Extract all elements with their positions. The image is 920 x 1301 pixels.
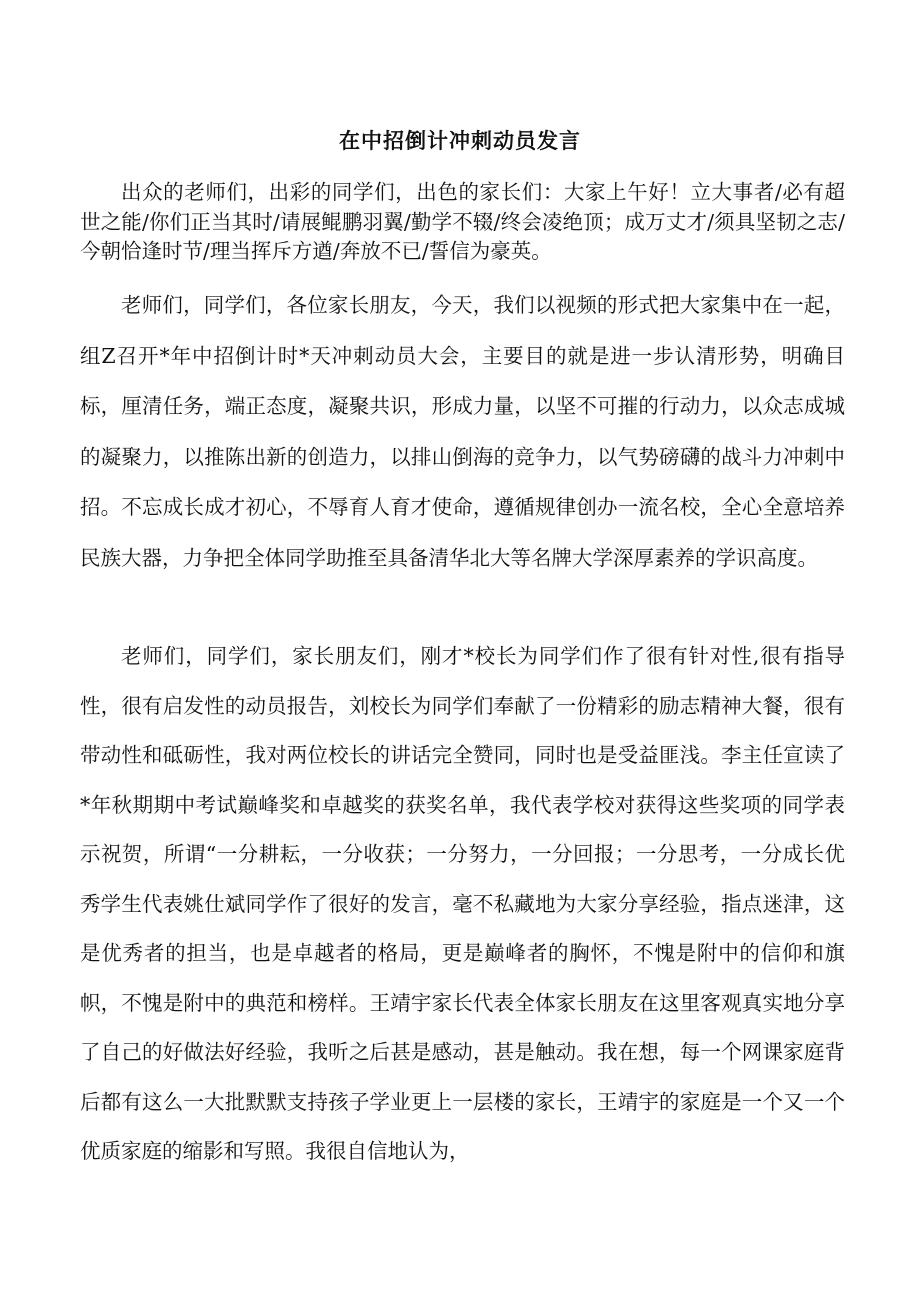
paragraph-acknowledgements: 老师们，同学们，家长朋友们，刚才*校长为同学们作了很有针对性,很有指导性，很有启发性的动员报告，刘校长为同学们奉献了一份精彩的励志精神大餐，很有带动性和砥砺性，我对两位校长的讲话完全赞同，同时也是受益匪浅。李主任宣读了*年秋期期中考试巅峰奖和卓越奖的获奖名单，我代表学校对获得这些奖项的同学表示祝贺，所谓“一分耕耘，一分收获；一分努力，一分回报；一分思考，一分成长优秀学生代表姚仕斌同学作了很好的发言，毫不私藏地为大家分享经验，指点迷津，这是优秀者的担当，也是卓越者的格局，更是巅峰者的胸怀，不愧是附中的信仰和旗帜，不愧是附中的典范和榜样。王靖宇家长代表全体家长朋友在这里客观真实地分享了自己的好做法好经验，我听之后甚是感动，甚是触动。我在想，每一个网课家庭背后都有这么一大批默默支持孩子学业更上一层楼的家长，王靖宇的家庭是一个又一个优质家庭的缩影和写照。我很自信地认为， <box>80 644 845 1163</box>
paragraph-opening-greeting: 出众的老师们，出彩的同学们，出色的家长们：大家上午好！立大事者/必有超世之能/你们正当其时/请展鲲鹏羽翼/勤学不辍/终会凌绝顶；成万丈才/须具坚韧之志/今朝恰逢时节/理当挥斥方遒/奔放不已/誓信为豪英。 <box>80 180 845 263</box>
document-title: 在中招倒计冲刺动员发言 <box>339 128 581 153</box>
paragraph-meeting-purpose: 老师们，同学们，各位家长朋友，今天，我们以视频的形式把大家集中在一起，组Z召开*年中招倒计时*天冲刺动员大会，主要目的就是进一步认清形势，明确目标，厘清任务，端正态度，凝聚共识，形成力量，以坚不可摧的行动力，以众志成城的凝聚力，以推陈出新的创造力，以排山倒海的竞争力，以气势磅礴的战斗力冲刺中招。不忘成长成才初心，不辱育人育才使命，遵循规律创办一流名校，全心全意培养民族大器，力争把全体同学助推至具备清华北大等名牌大学深厚素养的学识高度。 <box>80 293 845 570</box>
